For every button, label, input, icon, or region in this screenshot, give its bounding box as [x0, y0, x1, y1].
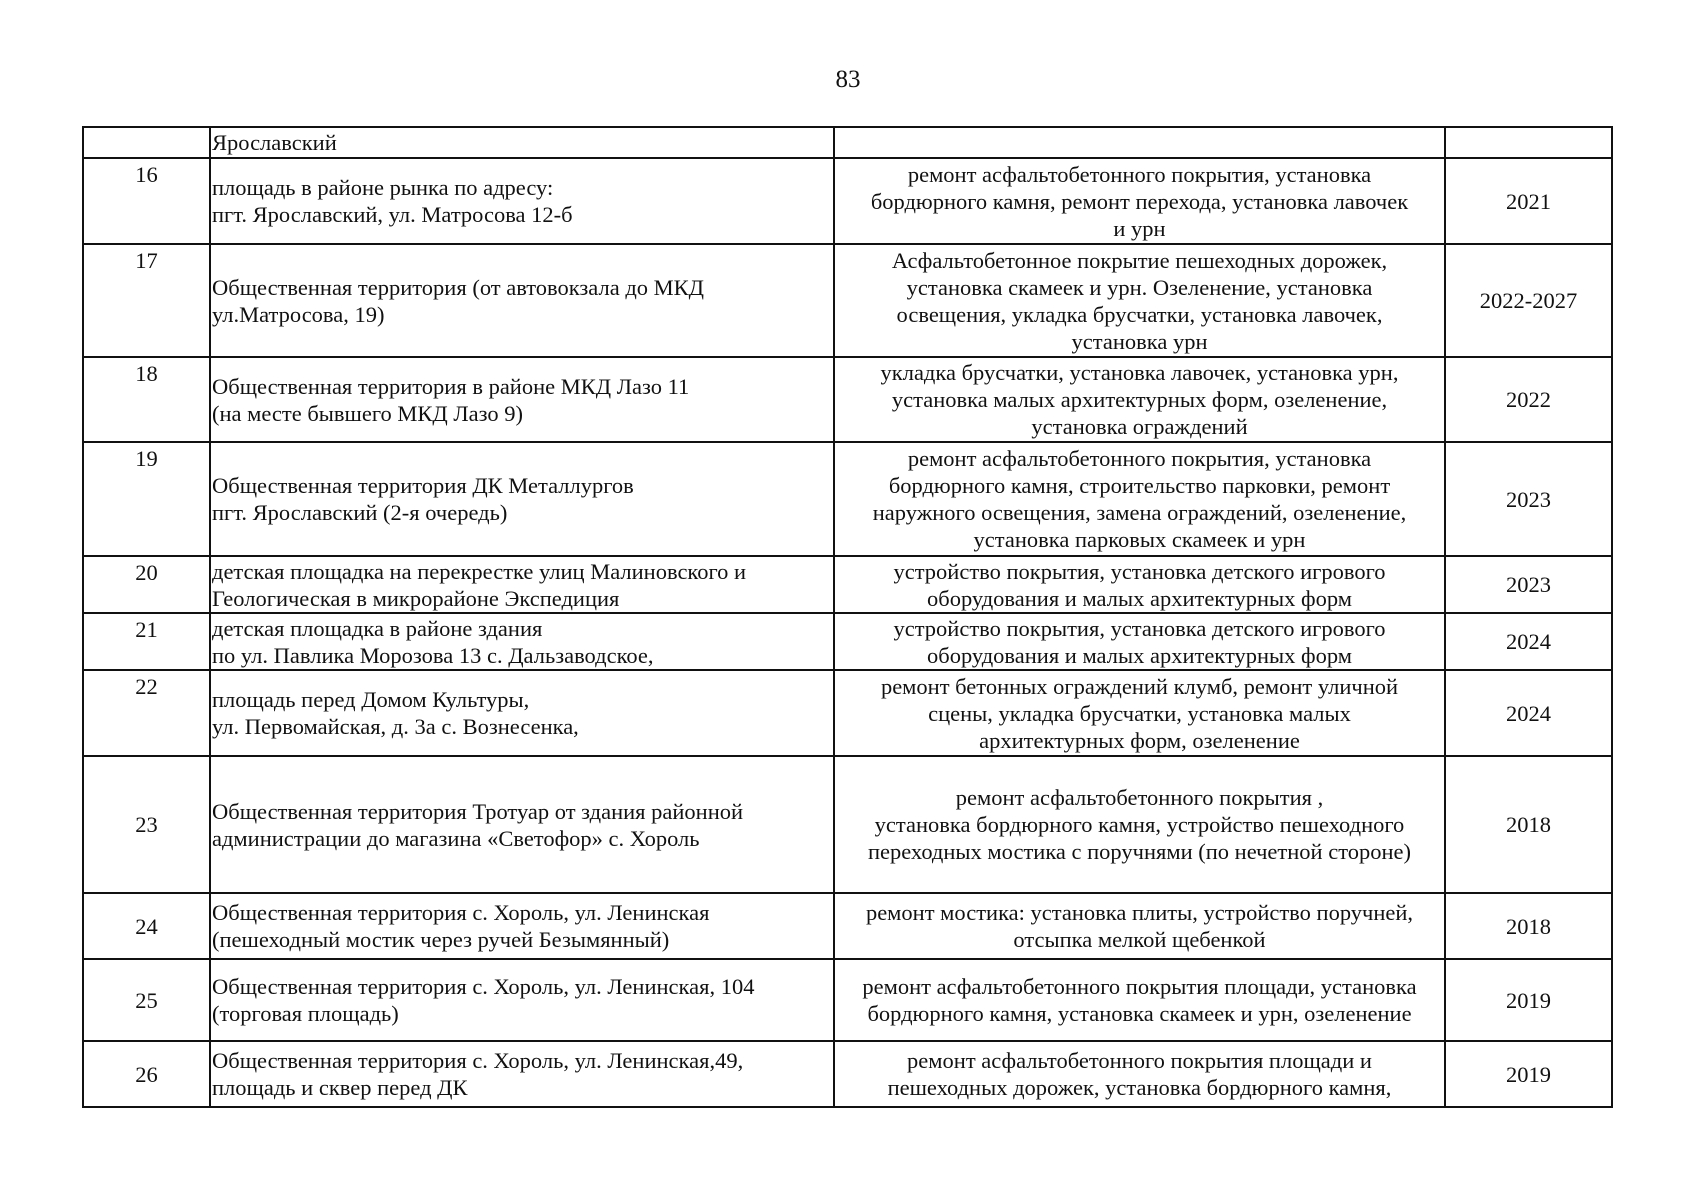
table-row — [83, 1041, 1612, 1107]
table-row — [83, 670, 1612, 756]
territory-line: администрации до магазина «Светофор» с. Хороль — [212, 825, 700, 851]
works-line: отсыпка мелкой щебенкой — [1013, 927, 1266, 952]
territory-line: (пешеходный мостик через ручей Безымянный) — [212, 927, 670, 952]
works-line: ремонт асфальтобетонного покрытия площади и — [907, 1048, 1372, 1073]
row-number: 21 — [83, 613, 210, 670]
row-number: 20 — [83, 556, 210, 613]
row-number — [83, 127, 210, 158]
year-cell: 2018 — [1445, 756, 1612, 893]
territory-line: детская площадка в районе здания — [212, 615, 543, 641]
territory-line: ул.Матросова, 19) — [212, 301, 385, 327]
works-cell — [834, 1041, 1445, 1107]
table-row — [83, 556, 1612, 613]
works-line: пешеходных дорожек, установка бордюрного камня, — [887, 1075, 1392, 1100]
year-cell: 2024 — [1445, 613, 1612, 670]
territory-cell — [210, 756, 834, 893]
territory-line: Общественная территория в районе МКД Лазо 11 — [212, 373, 690, 399]
territory-cell — [210, 613, 834, 670]
territory-cell — [210, 127, 834, 158]
territory-cell — [210, 1041, 834, 1107]
year-cell: 2019 — [1445, 1041, 1612, 1107]
works-line: ремонт асфальтобетонного покрытия , — [955, 785, 1324, 810]
year-cell: 2024 — [1445, 670, 1612, 756]
table-row — [83, 244, 1612, 357]
works-cell — [834, 959, 1445, 1041]
table-row — [83, 127, 1612, 158]
territory-line: Общественная территория Тротуар от здания районной — [212, 798, 744, 824]
territory-line: Общественная территория с. Хороль, ул. Ленинская — [212, 900, 710, 925]
table-row — [83, 357, 1612, 442]
works-cell — [834, 158, 1445, 244]
works-line: установка скамеек и урн. Озеленение, установка — [906, 274, 1373, 300]
territory-cell — [210, 357, 834, 442]
territory-cell — [210, 442, 834, 556]
table-row — [83, 893, 1612, 959]
works-line: архитектурных форм, озеленение — [979, 727, 1300, 753]
works-line: установка урн — [1071, 328, 1208, 354]
territory-line: (торговая площадь) — [212, 1001, 399, 1026]
works-line: укладка брусчатки, установка лавочек, установка урн, — [880, 360, 1399, 385]
row-number: 17 — [83, 244, 210, 357]
works-cell — [834, 613, 1445, 670]
works-cell — [834, 357, 1445, 442]
works-cell — [834, 893, 1445, 959]
works-line: переходных мостика с поручнями (по нечетной стороне) — [867, 839, 1412, 864]
works-cell — [834, 244, 1445, 357]
table-row — [83, 613, 1612, 670]
year-cell: 2022 — [1445, 357, 1612, 442]
works-cell — [834, 127, 1445, 158]
territory-line: ул. Первомайская, д. 3а с. Вознесенка, — [212, 714, 579, 739]
row-number: 26 — [83, 1041, 210, 1107]
territory-line: Ярославский — [212, 130, 337, 155]
works-line: оборудования и малых архитектурных форм — [927, 642, 1352, 668]
row-number: 22 — [83, 670, 210, 756]
works-line: бордюрного камня, установка скамеек и урн, озеленение — [867, 1001, 1412, 1026]
works-line: ремонт асфальтобетонного покрытия, установка — [907, 161, 1372, 187]
row-number: 18 — [83, 357, 210, 442]
year-cell: 2019 — [1445, 959, 1612, 1041]
works-line: бордюрного камня, ремонт перехода, установка лавочек — [870, 188, 1409, 214]
territories-table — [82, 126, 1613, 1108]
table-row — [83, 959, 1612, 1041]
works-line: бордюрного камня, строительство парковки, ремонт — [888, 473, 1391, 498]
works-line: освещения, укладка брусчатки, установка лавочек, — [896, 301, 1383, 327]
territory-line: Общественная территория с. Хороль, ул. Ленинская, 104 — [212, 974, 755, 999]
territory-line: (на месте бывшего МКД Лазо 9) — [212, 400, 524, 426]
works-line: устройство покрытия, установка детского игрового — [893, 558, 1386, 584]
works-cell — [834, 670, 1445, 756]
territory-line: Геологическая в микрорайоне Экспедиция — [212, 585, 620, 611]
territory-line: площадь и сквер перед ДК — [212, 1075, 468, 1100]
works-line: устройство покрытия, установка детского игрового — [893, 615, 1386, 641]
works-line: ремонт асфальтобетонного покрытия площади, установка — [862, 974, 1417, 999]
table-body — [83, 127, 1612, 1107]
territory-cell — [210, 893, 834, 959]
territory-line: по ул. Павлика Морозова 13 с. Дальзаводское, — [212, 642, 654, 668]
works-line: установка малых архитектурных форм, озеленение, — [891, 387, 1388, 412]
works-cell — [834, 756, 1445, 893]
row-number: 23 — [83, 756, 210, 893]
table-row — [83, 442, 1612, 556]
row-number: 19 — [83, 442, 210, 556]
page-number: 83 — [835, 66, 861, 93]
territory-cell — [210, 244, 834, 357]
table-row — [83, 756, 1612, 893]
territory-line: пгт. Ярославский (2-я очередь) — [212, 500, 508, 525]
territory-line: площадь перед Домом Культуры, — [212, 687, 530, 712]
works-line: ремонт бетонных ограждений клумб, ремонт уличной — [880, 673, 1399, 699]
territory-line: Общественная территория с. Хороль, ул. Ленинская,49, — [212, 1048, 744, 1073]
works-cell — [834, 442, 1445, 556]
territory-line: пгт. Ярославский, ул. Матросова 12-б — [212, 202, 573, 227]
row-number: 25 — [83, 959, 210, 1041]
year-cell: 2023 — [1445, 556, 1612, 613]
works-line: наружного освещения, замена ограждений, озеленение, — [872, 500, 1407, 525]
works-line: ремонт асфальтобетонного покрытия, установка — [907, 446, 1372, 471]
works-line: сцены, укладка брусчатки, установка малых — [928, 700, 1351, 726]
works-cell — [834, 556, 1445, 613]
year-cell: 2023 — [1445, 442, 1612, 556]
territory-cell — [210, 556, 834, 613]
territory-cell — [210, 670, 834, 756]
territory-cell — [210, 959, 834, 1041]
works-line: установка бордюрного камня, устройство пешеходного — [874, 812, 1405, 837]
row-number: 24 — [83, 893, 210, 959]
year-cell: 2021 — [1445, 158, 1612, 244]
year-cell — [1445, 127, 1612, 158]
territory-line: площадь в районе рынка по адресу: — [212, 175, 554, 200]
works-line: Асфальтобетонное покрытие пешеходных дорожек, — [891, 247, 1388, 273]
works-line: и урн — [1113, 215, 1166, 241]
territory-cell — [210, 158, 834, 244]
territory-line: детская площадка на перекрестке улиц Малиновского и — [212, 558, 747, 584]
works-line: установка ограждений — [1031, 414, 1248, 439]
territory-line: Общественная территория (от автовокзала до МКД — [212, 274, 705, 300]
works-line: установка парковых скамеек и урн — [973, 527, 1306, 552]
row-number: 16 — [83, 158, 210, 244]
year-cell: 2018 — [1445, 893, 1612, 959]
works-line: ремонт мостика: установка плиты, устройство поручней, — [865, 900, 1414, 925]
year-cell: 2022-2027 — [1445, 244, 1612, 357]
works-line: оборудования и малых архитектурных форм — [927, 585, 1352, 611]
territory-line: Общественная территория ДК Металлургов — [212, 473, 634, 498]
table-row — [83, 158, 1612, 244]
